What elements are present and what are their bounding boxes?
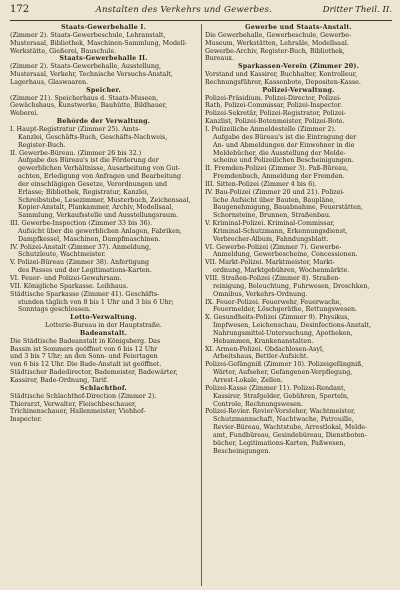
- text-line: VII. Markt-Polizei. Marktmeister, Markt-: [205, 259, 335, 267]
- text-columns: [10, 24, 392, 586]
- text-line: Dampfkessel, Maschinen, Dampfmaschinen.: [18, 235, 161, 243]
- section-heading: Behörde der Verwaltung.: [56, 118, 151, 126]
- text-line: Thierarzt, Verwalter, Fleischbeschauer,: [10, 400, 137, 408]
- text-line: scheine und Polizeilichen Bescheinigungen.: [213, 157, 354, 165]
- text-line: Schutzmannschaft, Nachtwache, Patrouille,: [213, 416, 354, 424]
- text-line: liche Aufsicht über Bauten, Baupläne,: [213, 196, 336, 204]
- text-line: Museum, Werkstätten, Lehrsäle, Modellsaal.: [205, 39, 349, 47]
- text-line: V. Polizei-Büreau (Zimmer 38). Anfertigung: [10, 259, 150, 267]
- text-line: An- und Abmeldungen der Einwohner in die: [213, 141, 355, 149]
- section-heading: Sparkassen-Verein (Zimmer 20).: [237, 63, 359, 71]
- text-line: Schutzleute, Wachtmeister.: [18, 251, 106, 259]
- text-line: IV. Bau-Polizei (Zimmer 20 und 21). Polizei-: [205, 188, 345, 196]
- text-line: Polizei-Revier. Revier-Vorsteher, Wachtmeister,: [205, 408, 356, 416]
- text-line: Bescheinigungen.: [213, 447, 271, 455]
- text-line: Kopier-Anstalt, Plankammer, Archiv, Modellsaal,: [18, 204, 174, 212]
- text-line: IX. Feuer-Polizei. Feuerwehr, Feuerwache,: [205, 298, 342, 306]
- text-line: Mustersaal, Verkehr, Technische Versuchs-Anstalt,: [10, 71, 173, 79]
- text-line: Schornsteine, Brunnen, Straßenbau.: [213, 212, 331, 220]
- text-line: Arbeitshaus, Bettler-Aufsicht.: [213, 353, 309, 361]
- text-line: VII. Königliche Sparkasse. Leihhaus.: [10, 282, 129, 290]
- page-number: 172: [10, 4, 30, 15]
- text-line: Städtische Schlachthof-Direction (Zimmer 2).: [10, 392, 157, 400]
- text-line: Aufsicht über die gewerblichen Anlagen, Fabriken,: [18, 227, 182, 235]
- text-line: Polizei-Sekretär, Polizei-Registrator, Polizei-: [205, 110, 346, 118]
- text-line: Lotterie-Bureau in der Hauptstraße.: [45, 322, 162, 330]
- text-line: Mustersaal, Bibliothek, Maschinen-Sammlung, Modell-: [10, 39, 188, 47]
- text-line: Polizei-Präsidium. Polizei-Director, Polizei-: [205, 94, 342, 102]
- text-line: Trichinenschauer, Hallenmeister, Viehhof-: [10, 408, 146, 416]
- page-header: [10, 4, 392, 21]
- text-line: Sammlung, Verkaufsstelle und Ausstellungsraum.: [18, 212, 179, 220]
- text-line: Wärter, Aufseher, Gefangenen-Verpflegung,: [213, 369, 353, 377]
- text-line: Nahrungsmittel-Untersuchung, Apotheken,: [213, 329, 353, 337]
- text-line: von 6 bis 12 Uhr. Die Bade-Anstalt ist geöffnet.: [10, 361, 162, 369]
- right-column: [205, 24, 392, 586]
- text-line: Omnibus, Verkehrs-Ordnung.: [213, 290, 308, 298]
- text-line: Die Gewerbehalle, Gewerbeschule, Gewerbe-: [205, 31, 352, 39]
- text-line: Feuermelder, Löschgeräthe, Rettungswesen.: [213, 306, 358, 314]
- left-column: [10, 24, 197, 586]
- section-heading: Polizei-Verwaltung.: [262, 86, 335, 94]
- text-line: Fremdenbuch, Anmeldung der Fremden.: [213, 173, 345, 181]
- text-line: Werkstätte, Gießerei, Bauschule.: [10, 47, 117, 55]
- text-line: VIII. Straßen-Polizei (Zimmer 8). Straßen-: [205, 275, 341, 282]
- text-line: Städtischer Badedirector, Bademeister, Badewärter,: [10, 369, 178, 377]
- text-line: Aufgabe des Büreau's ist die Eintragung der: [213, 133, 357, 141]
- text-line: stunden täglich von 8 bis 1 Uhr und 3 bis 6 Uhr;: [18, 298, 174, 306]
- text-line: und 3 bis 7 Uhr; an den Sonn- und Feiertagen: [10, 353, 158, 361]
- text-line: IV. Polizei-Anstalt (Zimmer 37). Anmeldung,: [10, 243, 152, 251]
- text-line: (Zimmer 2). Staats-Gewerbeschule, Lehranstalt,: [10, 31, 166, 39]
- running-title: Anstalten des Verkehrs und Gewerbes.: [95, 5, 273, 15]
- text-line: Städtische Sparkasse (Zimmer 41). Geschäfts-: [10, 290, 160, 298]
- text-line: I. Haupt-Registratur (Zimmer 25). Amts-: [10, 125, 141, 133]
- part-label: Dritter Theil. II.: [322, 5, 392, 15]
- text-line: Arrest-Lokale, Zellen.: [213, 376, 283, 384]
- text-line: X. Gesundheits-Polizei (Zimmer 9). Physikus,: [205, 314, 350, 322]
- section-heading: Staats-Gewerbehalle II.: [59, 55, 148, 63]
- text-line: VI. Gewerbe-Polizei (Zimmer 7). Gewerbe-: [205, 243, 342, 251]
- text-line: (Zimmer 2). Staats-Gewerbehalle, Ausstellung,: [10, 63, 162, 71]
- section-heading: Badeanstalt.: [79, 329, 128, 337]
- text-line: II. Fremden-Polizei (Zimmer 3). Paß-Büreau,: [205, 165, 349, 173]
- text-line: I. Polizeiliche Anmeldestelle (Zimmer 2).: [205, 125, 336, 133]
- column-divider: [201, 24, 202, 586]
- text-line: Aufgabe des Büreau's ist die Förderung der: [18, 157, 159, 165]
- text-line: Polizei-Kasse (Zimmer 11). Polizei-Rendant,: [205, 384, 346, 392]
- text-line: Weberei.: [10, 110, 39, 118]
- text-line: (Zimmer 21). Speicherhaus d. Staats-Museen,: [10, 94, 159, 102]
- text-line: Kriminal-Schutzmann, Erkennungsdienst,: [213, 227, 348, 235]
- text-line: Bureaux.: [205, 55, 234, 63]
- text-line: Impfwesen, Leichenschau, Desinfections-Anstalt,: [213, 322, 372, 330]
- text-line: Controle, Rechnungswesen.: [213, 400, 304, 408]
- text-line: Revier-Büreau, Wachtstube, Arrestlokal, Melde-: [213, 424, 368, 432]
- text-line: Baugenehmigung, Bauabnahme, Feuerstätten,: [213, 204, 363, 212]
- text-line: Kassirer, Strafgelder, Gebühren, Sporteln,: [213, 392, 349, 400]
- section-heading: Schlachthof.: [80, 384, 127, 392]
- text-line: XI. Armen-Polizei. Obdachlosen-Asyl,: [205, 345, 325, 353]
- text-line: amt, Fundbüreau, Gesindebüreau, Dienstboten-: [213, 431, 367, 439]
- text-line: Kanzlist, Polizei-Botenmeister, Polizei-Bote.: [205, 118, 345, 126]
- text-line: Lagerhaus, Glaswaaren.: [10, 78, 89, 86]
- text-line: Kanzlei, Geschäfts-Buch, Geschäfts-Nachweis,: [18, 133, 168, 141]
- text-line: des Passes und der Legitimations-Karten.: [18, 267, 152, 275]
- text-line: Inspector.: [10, 416, 42, 424]
- text-line: reinigung, Beleuchtung, Fuhrwesen, Droschken,: [213, 282, 370, 290]
- section-heading: Speicher.: [86, 86, 121, 94]
- text-line: Rechnungsführer, Kassenbote, Depositen-Kasse.: [205, 78, 361, 86]
- text-line: Gewächshaus, Kunstwerke, Bauhütte, Bildhauer,: [10, 102, 168, 110]
- text-line: Schreibstube, Lesezimmer, Musterbuch, Zeichensaal,: [18, 196, 191, 204]
- text-line: ordnung, Marktgebühren, Wochenmärkte.: [213, 267, 350, 275]
- text-line: Erlasse; Bibliothek, Registratur, Kanzlei,: [18, 188, 149, 196]
- text-line: Polizei-Gefängniß (Zimmer 10). Polizeigefängniß,: [205, 361, 364, 369]
- text-line: III. Sitten-Polizei (Zimmer 4 bis 6).: [205, 180, 317, 188]
- text-line: Die Städtische Badeanstalt in Königsberg. Das: [10, 337, 161, 345]
- text-line: VI. Feuer- und Polizei-Gewahrsam.: [10, 275, 122, 282]
- text-line: Hebammen, Krankenanstalten.: [213, 337, 314, 345]
- text-line: V. Kriminal-Polizei. Kriminal-Commissar,: [205, 220, 335, 228]
- text-line: II. Gewerbe-Büreau. (Zimmer 26 bis 32.): [10, 149, 142, 157]
- text-line: Vorstand und Kassirer, Buchhalter, Kontrolleur,: [205, 71, 358, 79]
- text-line: Meldebücher, die Ausstellung der Melde-: [213, 149, 346, 157]
- text-line: gewerblichen Verhältnisse, Ausarbeitung von Gut-: [18, 165, 181, 173]
- text-line: bücher, Legitimations-Karten, Paßwesen,: [213, 439, 346, 447]
- section-heading: Lotto-Verwaltung.: [70, 314, 137, 322]
- text-line: Verbrecher-Album, Fahndungsblatt.: [213, 235, 329, 243]
- text-line: der einschlägigen Gesetze, Verordnungen und: [18, 180, 168, 188]
- text-line: III. Gewerbe-Inspection (Zimmer 33 bis 36).: [10, 220, 153, 228]
- section-heading: Gewerbe und Staats-Anstalt.: [245, 24, 352, 31]
- text-line: Kassirer, Bade-Ordnung, Tarif.: [10, 376, 108, 384]
- section-heading: Staats-Gewerbehalle I.: [61, 24, 146, 31]
- text-line: achten, Erledigung von Anfragen und Bearbeitung: [18, 173, 182, 181]
- text-line: Sonntags geschlossen.: [18, 306, 91, 314]
- text-line: Gewerbe-Archiv, Register-Buch, Bibliothek,: [205, 47, 345, 55]
- text-line: Bassin ist Sommers geöffnet von 6 bis 12 Uhr: [10, 345, 158, 353]
- text-line: Anmeldung, Gewerbescheine, Concessionen.: [213, 251, 358, 259]
- text-line: Register-Buch.: [18, 141, 66, 149]
- text-line: Rath, Polizei-Commissar, Polizei-Inspector.: [205, 102, 343, 110]
